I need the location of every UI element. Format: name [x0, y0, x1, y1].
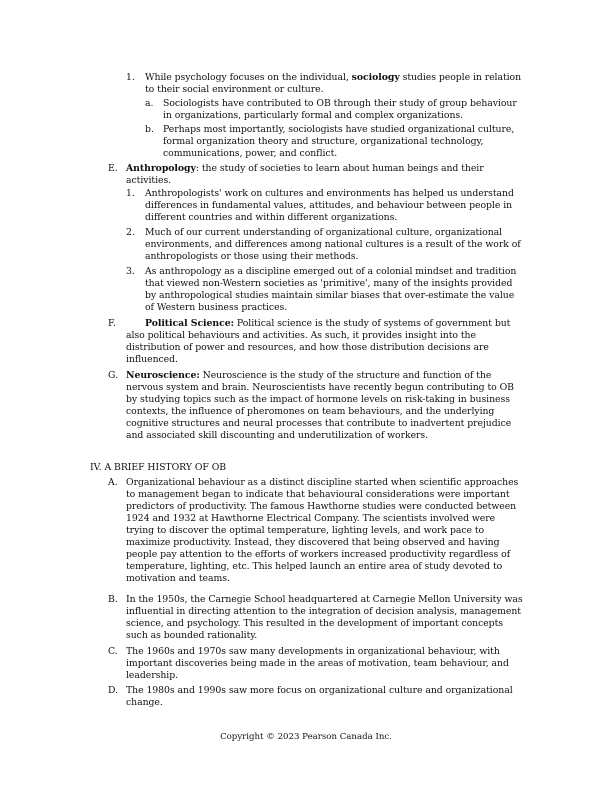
text-line: by studying topics such as the impact of hormone levels on risk-taking in business	[126, 394, 510, 405]
text-line: In the 1950s, the Carnegie School headquartered at Carnegie Mellon University was	[126, 594, 523, 605]
text-line: science, and psychology. This resulted in the development of important concepts	[126, 618, 503, 629]
text-line: and associated skill discounting and underutilization of workers.	[126, 430, 429, 441]
text-line: trying to discover the optimal temperature, lighting levels, and work pace to	[126, 525, 485, 536]
text-line: Anthropology: the study of societies to learn about human beings and their	[126, 163, 484, 174]
list-marker: A.	[108, 477, 118, 488]
text-line: temperature, lighting, etc. This helped launch an entire area of study devoted to	[126, 561, 503, 572]
text-line: distribution of power and resources, and how those distribution decisions are	[126, 342, 489, 353]
term-political-science: Political Science:	[145, 318, 234, 329]
text-line: nervous system and brain. Neuroscientists have recently begun contributing to OB	[126, 382, 514, 393]
text-line: Organizational behaviour as a distinct discipline started when scientific approaches	[126, 477, 519, 488]
text-line: influenced.	[126, 354, 178, 365]
text-line: The 1980s and 1990s saw more focus on organizational culture and organizational	[126, 685, 513, 696]
text-line: that viewed non-Western societies as 'primitive', many of the insights provided	[145, 278, 513, 289]
text-line: maximize productivity. Instead, they discovered that being observed and having	[126, 537, 500, 548]
list-marker: b.	[145, 124, 154, 135]
list-marker: 1.	[126, 72, 135, 83]
text-line: Much of our current understanding of organizational culture, organizational	[145, 227, 503, 238]
text-line: communications, power, and conflict.	[163, 148, 338, 159]
text-line: predictors of productivity. The famous Hawthorne studies were conducted between	[126, 501, 517, 512]
term-neuroscience: Neuroscience:	[126, 370, 200, 381]
text-line: While psychology focuses on the individual, sociology studies people in relation	[145, 72, 522, 83]
text-line: cognitive structures and neural processes that contribute to inadvertent prejudice	[126, 418, 512, 429]
text-line: 1924 and 1932 at Hawthorne Electrical Company. The scientists involved were	[126, 513, 496, 524]
text-line: to their social environment or culture.	[145, 84, 324, 95]
text-line: in organizations, particularly formal and complex organizations.	[163, 110, 464, 121]
text-line: anthropologists or those using their methods.	[145, 251, 359, 262]
text-line: Neuroscience: Neuroscience is the study of the structure and function of the	[126, 370, 492, 381]
list-marker: D.	[108, 685, 119, 696]
text-line: important discoveries being made in the areas of motivation, team behaviour, and	[126, 658, 509, 669]
text-line: of Western business practices.	[145, 302, 288, 313]
list-marker: 2.	[126, 227, 135, 238]
text-line: different countries and within different organizations.	[145, 212, 398, 223]
section-heading: IV. A BRIEF HISTORY OF OB	[90, 462, 227, 473]
list-marker: 1.	[126, 188, 135, 199]
text-line: Perhaps most importantly, sociologists have studied organizational culture,	[163, 124, 515, 135]
text-line: by anthropological studies maintain similar biases that over-estimate the value	[145, 290, 515, 301]
text-line: people pay attention to the efforts of workers increased productivity regardless of	[126, 549, 511, 560]
list-marker: F.	[108, 318, 116, 329]
text-line: Sociologists have contributed to OB through their study of group behaviour	[163, 98, 517, 109]
text-line: such as bounded rationality.	[126, 630, 258, 641]
text-line: contexts, the influence of pheromones on team behaviours, and the underlying	[126, 406, 495, 417]
text-line: formal organization theory and structure, organizational technology,	[163, 136, 484, 147]
text-line: differences in fundamental values, attitudes, and behaviour between people in	[145, 200, 513, 211]
text-line: leadership.	[126, 670, 179, 681]
text-line: The 1960s and 1970s saw many developments in organizational behaviour, with	[126, 646, 500, 657]
text-line: to management began to indicate that behavioural considerations were important	[126, 489, 510, 500]
text-line: motivation and teams.	[126, 573, 230, 584]
term-anthropology: Anthropology	[126, 163, 196, 174]
text-line: activities.	[126, 175, 172, 186]
text-line: also political behaviours and activities. As such, it provides insight into the	[126, 330, 476, 341]
text-line: Anthropologists' work on cultures and environments has helped us understand	[145, 188, 514, 199]
term-sociology: sociology	[351, 72, 400, 83]
text-line: change.	[126, 697, 163, 708]
list-marker: E.	[108, 163, 118, 174]
list-marker: C.	[108, 646, 118, 657]
text-line: influential in directing attention to the integration of decision analysis, management	[126, 606, 521, 617]
copyright-footer: Copyright © 2023 Pearson Canada Inc.	[220, 732, 392, 742]
list-marker: B.	[108, 594, 118, 605]
list-marker: G.	[108, 370, 119, 381]
text-line: Political Science: Political science is the study of systems of government but	[145, 318, 511, 329]
list-marker: 3.	[126, 266, 135, 277]
text-line: environments, and differences among national cultures is a result of the work of	[145, 239, 521, 250]
text-line: As anthropology as a discipline emerged out of a colonial mindset and tradition	[145, 266, 517, 277]
list-marker: a.	[145, 98, 154, 109]
